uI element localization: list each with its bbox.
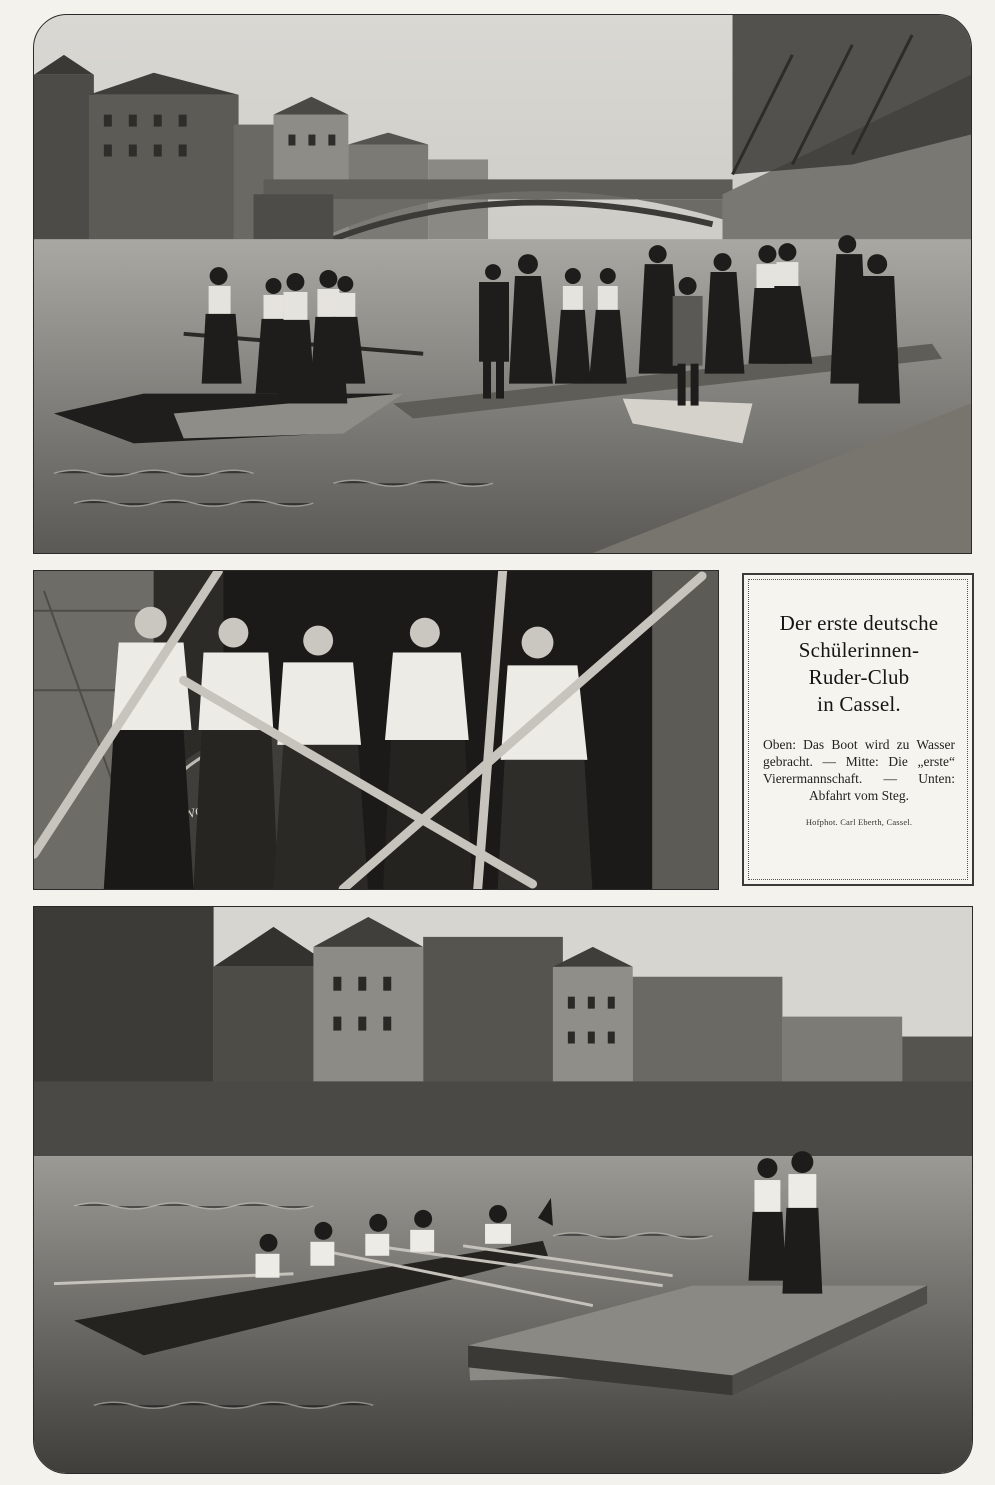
caption-box [742,573,974,886]
photo-first-crew [33,570,719,890]
caption-title-line: in Cassel. [817,692,901,716]
photo-boat-launch-image [34,15,971,553]
caption-title [763,610,955,718]
photo-departure [33,906,973,1474]
photo-first-crew-image [34,571,718,889]
photo-departure-image [34,907,972,1473]
photo-credit: Hofphot. Carl Eberth, Cassel. [805,817,913,827]
photo-boat-launch [33,14,972,554]
caption-inner [748,579,968,880]
caption-title-line: Schülerinnen- [798,638,920,662]
caption-title-line: Der erste deutsche [779,611,939,635]
caption-title-line: Ruder-Club [808,665,910,689]
caption-description: Oben: Das Boot wird zu Wasser gebracht. — Mitte: Die „erste“ Vierermannschaft. — Unten: Abfahrt vom Steg. [763,737,955,803]
